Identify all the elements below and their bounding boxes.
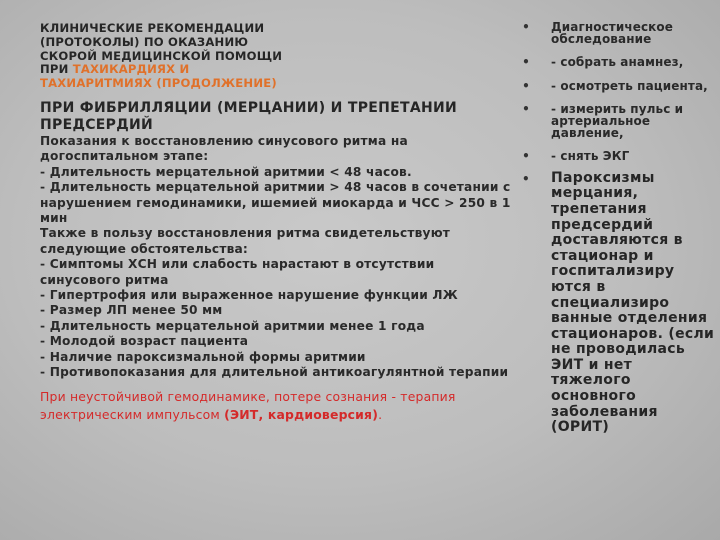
circumstance-item: - Наличие пароксизмальной формы аритмии [40, 349, 366, 364]
bullet-item [515, 78, 715, 93]
bullet-text: - снять ЭКГ [551, 149, 630, 164]
bullet-item [515, 104, 715, 139]
bullet-item [515, 57, 715, 69]
title-highlight: ТАХИКАРДИЯХ И ТАХИАРИТМИЯХ (ПРОДОЛЖЕНИЕ) [40, 62, 277, 91]
bullet-item-main [515, 171, 715, 436]
circumstance-item: - Симптомы ХСН или слабость нарастают в отсутствии синусового ритма [40, 257, 435, 287]
circumstances-header: Также в пользу восстановления ритма свидетельствуют следующие обстоятельства: [40, 226, 451, 256]
bullet-icon: • [522, 149, 530, 164]
bullet-text-main: Пароксизмы мерцания, трепетания предсердий доставляются в стационар и госпитализиру ются в специализиро ванные отделения стационаров. (если не проводилась ЭИТ и нет тяжелого основного заболевания (ОРИТ) [551, 169, 715, 436]
indication-item: - Длительность мерцательной аритмии > 48 часов в сочетании с нарушением гемодинамики, ишемией миокарда и ЧСС > 250 в 1 мин [40, 180, 511, 226]
bullet-text: - осмотреть пациента, [551, 78, 708, 93]
circumstance-item: - Размер ЛП менее 50 мм [40, 303, 223, 318]
note-bold: (ЭИТ, кардиоверсия) [224, 407, 379, 423]
circumstance-item: - Гипертрофия или выраженное нарушение функции ЛЖ [40, 288, 458, 303]
indications-header: Показания к восстановлению синусового ритма на догоспитальном этапе: [40, 133, 408, 164]
bullet-item [515, 151, 715, 163]
note-suffix: . [378, 407, 383, 423]
bullet-text: - собрать анамнез, [551, 55, 684, 70]
circumstance-item: - Молодой возраст пациента [40, 334, 249, 349]
circumstance-item: - Длительность мерцательной аритмии менее 1 года [40, 318, 425, 333]
emergency-note [40, 388, 518, 424]
note-text: При неустойчивой гемодинамике, потере сознания - терапия электрическим импульсом [40, 389, 456, 423]
bullet-icon: • [522, 171, 530, 186]
circumstance-item: - Противопоказания для длительной антикоагулянтной терапии [40, 365, 509, 380]
bullet-item [515, 22, 715, 45]
right-column [515, 22, 715, 436]
indication-item: - Длительность мерцательной аритмии < 48 часов. [40, 164, 412, 179]
bullet-icon: • [522, 20, 530, 34]
bullet-text: Диагностическое обследование [551, 20, 673, 46]
section-heading: ПРИ ФИБРИЛЛЯЦИИ (МЕРЦАНИИ) И ТРЕПЕТАНИИ ПРЕДСЕРДИЙ [40, 99, 458, 133]
bullet-icon: • [522, 78, 530, 93]
bullet-text: - измерить пульс и артериальное давление, [551, 102, 684, 140]
slide-title [40, 22, 290, 91]
title-text: КЛИНИЧЕСКИЕ РЕКОМЕНДАЦИИ (ПРОТОКОЛЫ) ПО ОКАЗАНИЮ СКОРОЙ МЕДИЦИНСКОЙ ПОМОЩИ ПРИ [40, 21, 283, 77]
indications-block [40, 134, 518, 381]
left-column [40, 22, 518, 424]
bullet-icon: • [522, 102, 530, 117]
bullet-icon: • [522, 55, 530, 70]
